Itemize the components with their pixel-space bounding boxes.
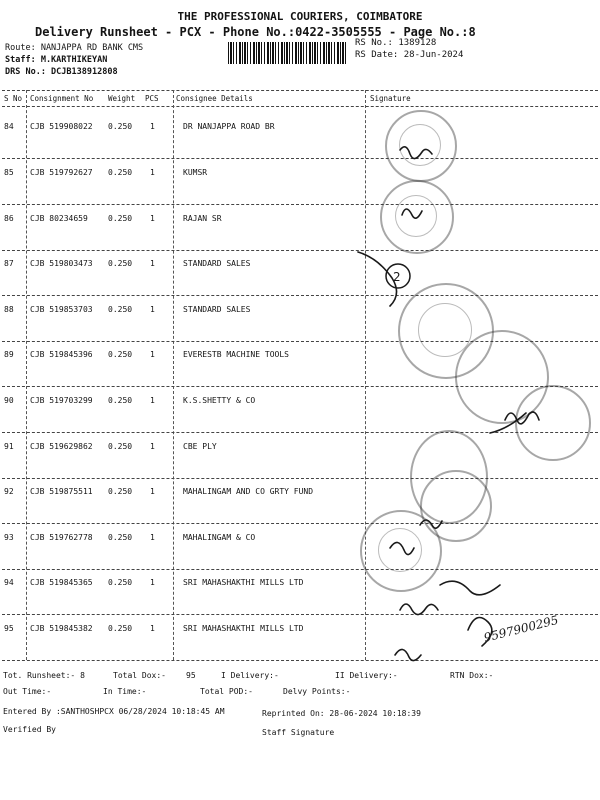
- row-sno: 84: [4, 122, 14, 131]
- row-consignment: CJB 519875511: [30, 487, 93, 496]
- circled-number: 2: [393, 270, 401, 284]
- row-consignment: CJB 80234659: [30, 214, 88, 223]
- row-sno: 90: [4, 396, 14, 405]
- signature-mark: [402, 209, 422, 218]
- row-pcs: 1: [150, 578, 155, 587]
- row-pcs: 1: [150, 487, 155, 496]
- signature-mark: [440, 581, 500, 595]
- row-weight: 0.250: [108, 305, 133, 314]
- signature-mark: [420, 520, 442, 528]
- col-signature: Signature: [370, 94, 411, 103]
- row-pcs: 1: [150, 122, 155, 131]
- drs-number: DRS No.: DCJB138912808: [5, 67, 118, 77]
- row-pcs: 1: [150, 624, 155, 633]
- staff-label: Staff: M.KARTHIKEYAN: [5, 55, 108, 65]
- signature-mark: [395, 649, 421, 660]
- row-consignee: CBE PLY: [183, 442, 217, 451]
- company-name: THE PROFESSIONAL COURIERS, COIMBATORE: [177, 10, 423, 23]
- row-weight: 0.250: [108, 396, 133, 405]
- verified-by: Verified By: [3, 725, 56, 734]
- row-consignment: CJB 519703299: [30, 396, 93, 405]
- row-consignee: EVERESTB MACHINE TOOLS: [183, 350, 289, 359]
- row-pcs: 1: [150, 350, 155, 359]
- row-weight: 0.250: [108, 624, 133, 633]
- row-consignee: SRI MAHASHAKTHI MILLS LTD: [183, 624, 304, 633]
- row-consignee: DR NANJAPPA ROAD BR: [183, 122, 275, 131]
- row-weight: 0.250: [108, 259, 133, 268]
- row-consignee: STANDARD SALES: [183, 259, 251, 268]
- rtn-dox: RTN Dox:-: [450, 671, 494, 680]
- row-pcs: 1: [150, 305, 155, 314]
- row-sno: 94: [4, 578, 14, 587]
- row-pcs: 1: [150, 442, 155, 451]
- runsheet-title: Delivery Runsheet - PCX - Phone No.:0422-3505555 - Page No.:8: [35, 25, 476, 39]
- i-delivery: I Delivery:-: [221, 671, 279, 680]
- in-time: In Time:-: [103, 687, 147, 696]
- signature-mark: [358, 252, 397, 306]
- row-consignment: CJB 519629862: [30, 442, 93, 451]
- row-pcs: 1: [150, 533, 155, 542]
- col-consignment: Consignment No: [30, 94, 94, 103]
- signature-mark: [505, 412, 539, 424]
- row-weight: 0.250: [108, 442, 133, 451]
- ii-delivery: II Delivery:-: [335, 671, 398, 680]
- delvy-points: Delvy Points:-: [283, 687, 351, 696]
- row-consignment: CJB 519762778: [30, 533, 93, 542]
- signature-mark: [400, 147, 432, 159]
- row-consignment: CJB 519792627: [30, 168, 93, 177]
- handwritten-phone: 9597900295: [482, 612, 560, 645]
- row-sno: 87: [4, 259, 14, 268]
- tot-runsheet: Tot. Runsheet:- 8: [3, 671, 85, 680]
- row-weight: 0.250: [108, 350, 133, 359]
- total-dox-label: Total Dox:-: [113, 671, 166, 680]
- signature-mark: [400, 604, 438, 615]
- row-sno: 85: [4, 168, 14, 177]
- row-consignment: CJB 519803473: [30, 259, 93, 268]
- signature-marks: [358, 147, 539, 661]
- row-sno: 89: [4, 350, 14, 359]
- row-consignment: CJB 519845382: [30, 624, 93, 633]
- out-time: Out Time:-: [3, 687, 52, 696]
- row-consignee: KUMSR: [183, 168, 208, 177]
- row-weight: 0.250: [108, 578, 133, 587]
- row-weight: 0.250: [108, 122, 133, 131]
- route-label: Route: NANJAPPA RD BANK CMS: [5, 43, 144, 53]
- col-weight: Weight: [108, 94, 136, 103]
- reprinted-on: Reprinted On: 28-06-2024 10:18:39: [262, 709, 421, 718]
- row-consignee: MAHALINGAM & CO: [183, 533, 256, 542]
- signature-mark: [390, 542, 414, 554]
- row-consignment: CJB 519908022: [30, 122, 93, 131]
- col-pcs: PCS: [145, 94, 159, 103]
- row-consignment: CJB 519845396: [30, 350, 93, 359]
- row-sno: 88: [4, 305, 14, 314]
- row-consignee: K.S.SHETTY & CO: [183, 396, 256, 405]
- total-pod: Total POD:-: [200, 687, 253, 696]
- row-consignee: STANDARD SALES: [183, 305, 251, 314]
- col-sno: S No: [4, 94, 23, 103]
- row-sno: 86: [4, 214, 14, 223]
- row-sno: 95: [4, 624, 14, 633]
- row-consignee: SRI MAHASHAKTHI MILLS LTD: [183, 578, 304, 587]
- row-weight: 0.250: [108, 214, 133, 223]
- row-sno: 91: [4, 442, 14, 451]
- staff-signature: Staff Signature: [262, 728, 335, 737]
- row-weight: 0.250: [108, 168, 133, 177]
- rs-number: RS No.: 1389128: [355, 38, 437, 48]
- total-dox-value: 95: [186, 671, 196, 680]
- col-consignee: Consignee Details: [176, 94, 253, 103]
- row-sno: 92: [4, 487, 14, 496]
- entered-by: Entered By :SANTHOSHPCX 06/28/2024 10:18:45 AM: [3, 707, 225, 716]
- row-weight: 0.250: [108, 487, 133, 496]
- row-pcs: 1: [150, 259, 155, 268]
- row-consignment: CJB 519845365: [30, 578, 93, 587]
- rs-date: RS Date: 28-Jun-2024: [355, 50, 464, 60]
- row-pcs: 1: [150, 396, 155, 405]
- row-sno: 93: [4, 533, 14, 542]
- row-pcs: 1: [150, 168, 155, 177]
- row-weight: 0.250: [108, 533, 133, 542]
- row-consignee: MAHALINGAM AND CO GRTY FUND: [183, 487, 314, 496]
- row-consignee: RAJAN SR: [183, 214, 222, 223]
- row-pcs: 1: [150, 214, 155, 223]
- row-consignment: CJB 519853703: [30, 305, 93, 314]
